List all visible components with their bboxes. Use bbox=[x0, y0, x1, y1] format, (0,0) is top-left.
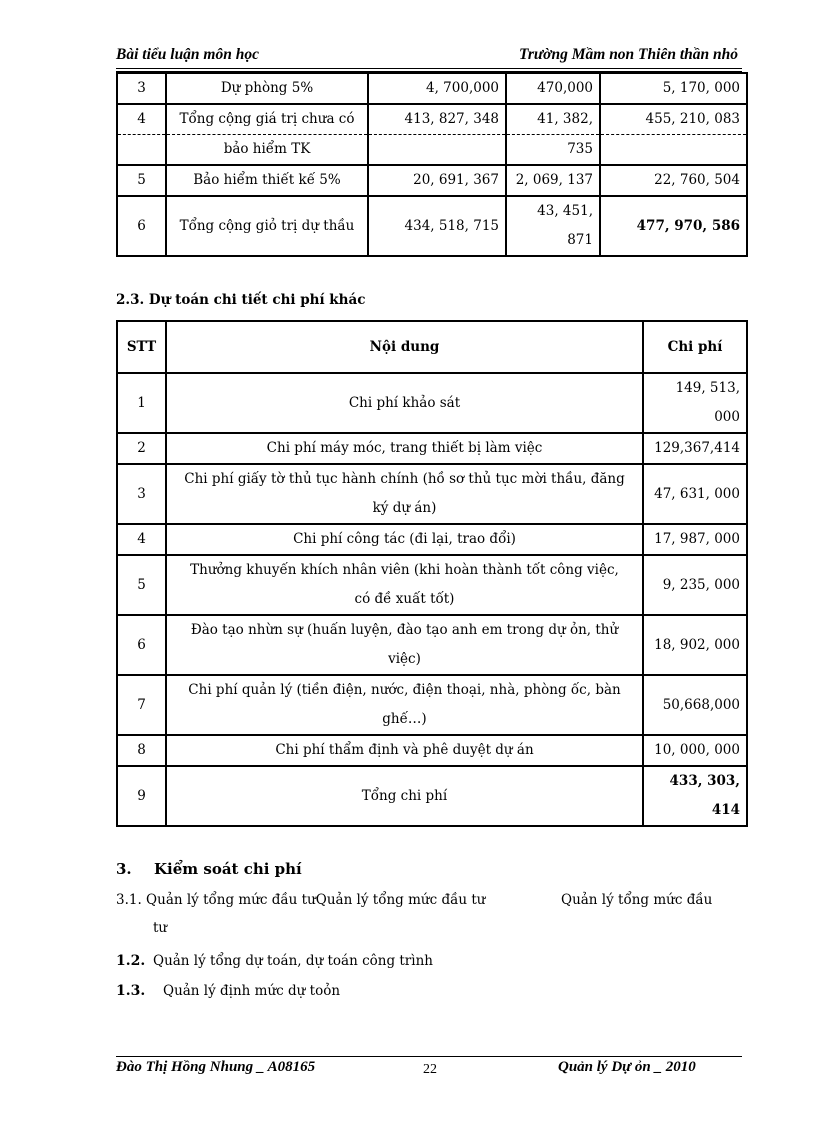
header-cost: Chi phí bbox=[643, 321, 747, 373]
cell-cost: 50,668,000 bbox=[643, 675, 747, 735]
cell-line: Đào tạo nhừn sự (huấn luyện, đào tạo anh em trong dự ỏn, thử bbox=[190, 622, 619, 638]
cell-item: Dự phòng 5% bbox=[166, 73, 368, 104]
cell-line: ký dự án) bbox=[372, 500, 437, 516]
section-1-3-number: 1.3. bbox=[116, 983, 146, 999]
section-3-number: 3. bbox=[116, 860, 132, 878]
cell-line: 871 bbox=[567, 232, 593, 248]
cell-cost: 17, 987, 000 bbox=[643, 524, 747, 555]
bid-value-table bbox=[116, 72, 748, 257]
cell-cost: 129,367,414 bbox=[643, 433, 747, 464]
cell-stt: 3 bbox=[117, 73, 166, 104]
cell-item: Bảo hiểm thiết kế 5% bbox=[166, 165, 368, 196]
cell-value-wrapped bbox=[506, 196, 600, 256]
cell-line: 433, 303, bbox=[669, 773, 740, 789]
table-row bbox=[117, 165, 747, 196]
cell-value bbox=[368, 135, 506, 166]
cell-total bbox=[643, 766, 747, 826]
cell-stt: 8 bbox=[117, 735, 166, 766]
cell-cost: 47, 631, 000 bbox=[643, 464, 747, 524]
cell-line: việc) bbox=[388, 651, 421, 667]
table-row bbox=[117, 735, 747, 766]
table-row bbox=[117, 464, 747, 524]
cell-line: 414 bbox=[711, 802, 740, 818]
cell-stt: 4 bbox=[117, 524, 166, 555]
cell-line: 000 bbox=[714, 409, 740, 425]
section-1-2-number: 1.2. bbox=[116, 953, 146, 969]
cell-stt: 9 bbox=[117, 766, 166, 826]
section-1-2-text: Quản lý tổng dự toán, dự toán công trình bbox=[153, 953, 433, 969]
section-3-1-heading-right: Quản lý tổng mức đầu bbox=[561, 892, 713, 908]
cell-cost: 18, 902, 000 bbox=[643, 615, 747, 675]
table-row-total bbox=[117, 766, 747, 826]
footer-right: Quản lý Dự ỏn _ 2010 bbox=[558, 1059, 696, 1075]
cell-value: 20, 691, 367 bbox=[368, 165, 506, 196]
cell-content: Chi phí công tác (đi lại, trao đổi) bbox=[166, 524, 643, 555]
section-3-1-heading-cont: tư bbox=[153, 920, 168, 936]
table-row bbox=[117, 675, 747, 735]
cell-value bbox=[600, 135, 747, 166]
page-header bbox=[116, 46, 744, 68]
cell-content bbox=[166, 615, 643, 675]
cell-value: 41, 382, bbox=[506, 104, 600, 135]
cell-item: bảo hiểm TK bbox=[166, 135, 368, 166]
cell-item: Tổng cộng giá trị chưa có bbox=[166, 104, 368, 135]
cell-value: 5, 170, 000 bbox=[600, 73, 747, 104]
header-content: Nội dung bbox=[166, 321, 643, 373]
section-2-3-title: 2.3. Dự toán chi tiết chi phí khác bbox=[116, 292, 366, 308]
cell-line: Thưởng khuyến khích nhân viên (khi hoàn thành tốt công việc, bbox=[190, 562, 619, 578]
cell-content bbox=[166, 464, 643, 524]
table-row bbox=[117, 615, 747, 675]
header-right: Trường Mầm non Thiên thần nhỏ bbox=[518, 46, 738, 63]
cell-value: 22, 760, 504 bbox=[600, 165, 747, 196]
cell-cost: 10, 000, 000 bbox=[643, 735, 747, 766]
cell-content: Tổng chi phí bbox=[166, 766, 643, 826]
cell-line: 43, 451, bbox=[537, 203, 593, 219]
cell-stt: 5 bbox=[117, 555, 166, 615]
cell-value: 735 bbox=[506, 135, 600, 166]
section-3-1-heading: 3.1. Quản lý tổng mức đầu tưQuản lý tổng mức đầu tư bbox=[116, 892, 486, 908]
header-left: Bài tiểu luận môn học bbox=[116, 46, 259, 63]
cell-value: 455, 210, 083 bbox=[600, 104, 747, 135]
cell-line: 149, 513, bbox=[675, 380, 740, 396]
cell-line: Chi phí quản lý (tiền điện, nước, điện thoại, nhà, phòng ốc, bàn bbox=[188, 682, 621, 698]
cell-value: 4, 700,000 bbox=[368, 73, 506, 104]
cell-cost: 9, 235, 000 bbox=[643, 555, 747, 615]
cell-stt: 3 bbox=[117, 464, 166, 524]
cell-line: Chi phí giấy tờ thủ tục hành chính (hồ sơ thủ tục mời thầu, đăng bbox=[184, 471, 625, 487]
other-costs-table bbox=[116, 320, 748, 827]
cell-line: ghế…) bbox=[382, 711, 427, 727]
cell-value: 434, 518, 715 bbox=[368, 196, 506, 256]
table-row bbox=[117, 373, 747, 433]
cell-total: 477, 970, 586 bbox=[600, 196, 747, 256]
cell-line: có đề xuất tốt) bbox=[354, 591, 455, 607]
table-row bbox=[117, 104, 747, 135]
footer-rule bbox=[116, 1056, 742, 1057]
table-row bbox=[117, 433, 747, 464]
cell-stt: 7 bbox=[117, 675, 166, 735]
page-number: 22 bbox=[423, 1062, 437, 1077]
table-row bbox=[117, 135, 747, 166]
cell-content: Chi phí thẩm định và phê duyệt dự án bbox=[166, 735, 643, 766]
footer-left: Đào Thị Hồng Nhung _ A08165 bbox=[116, 1059, 316, 1075]
table-row bbox=[117, 73, 747, 104]
cell-cost bbox=[643, 373, 747, 433]
section-1-3-text: Quản lý định mức dự toỏn bbox=[163, 983, 341, 999]
cell-value: 2, 069, 137 bbox=[506, 165, 600, 196]
cell-stt: 6 bbox=[117, 196, 166, 256]
cell-stt: 2 bbox=[117, 433, 166, 464]
cell-value: 470,000 bbox=[506, 73, 600, 104]
cell-stt: 6 bbox=[117, 615, 166, 675]
cell-stt: 1 bbox=[117, 373, 166, 433]
cell-content bbox=[166, 675, 643, 735]
cell-stt: 5 bbox=[117, 165, 166, 196]
cell-content: Chi phí máy móc, trang thiết bị làm việc bbox=[166, 433, 643, 464]
table-header-row bbox=[117, 321, 747, 373]
cell-item: Tổng cộng giỏ trị dự thầu bbox=[166, 196, 368, 256]
cell-stt bbox=[117, 135, 166, 166]
header-rule bbox=[116, 68, 742, 69]
header-stt: STT bbox=[117, 321, 166, 373]
cell-content bbox=[166, 555, 643, 615]
cell-stt: 4 bbox=[117, 104, 166, 135]
table-row bbox=[117, 524, 747, 555]
cell-value: 413, 827, 348 bbox=[368, 104, 506, 135]
table-row bbox=[117, 555, 747, 615]
table-row bbox=[117, 196, 747, 256]
section-3-title: Kiểm soát chi phí bbox=[154, 860, 302, 878]
cell-content: Chi phí khảo sát bbox=[166, 373, 643, 433]
